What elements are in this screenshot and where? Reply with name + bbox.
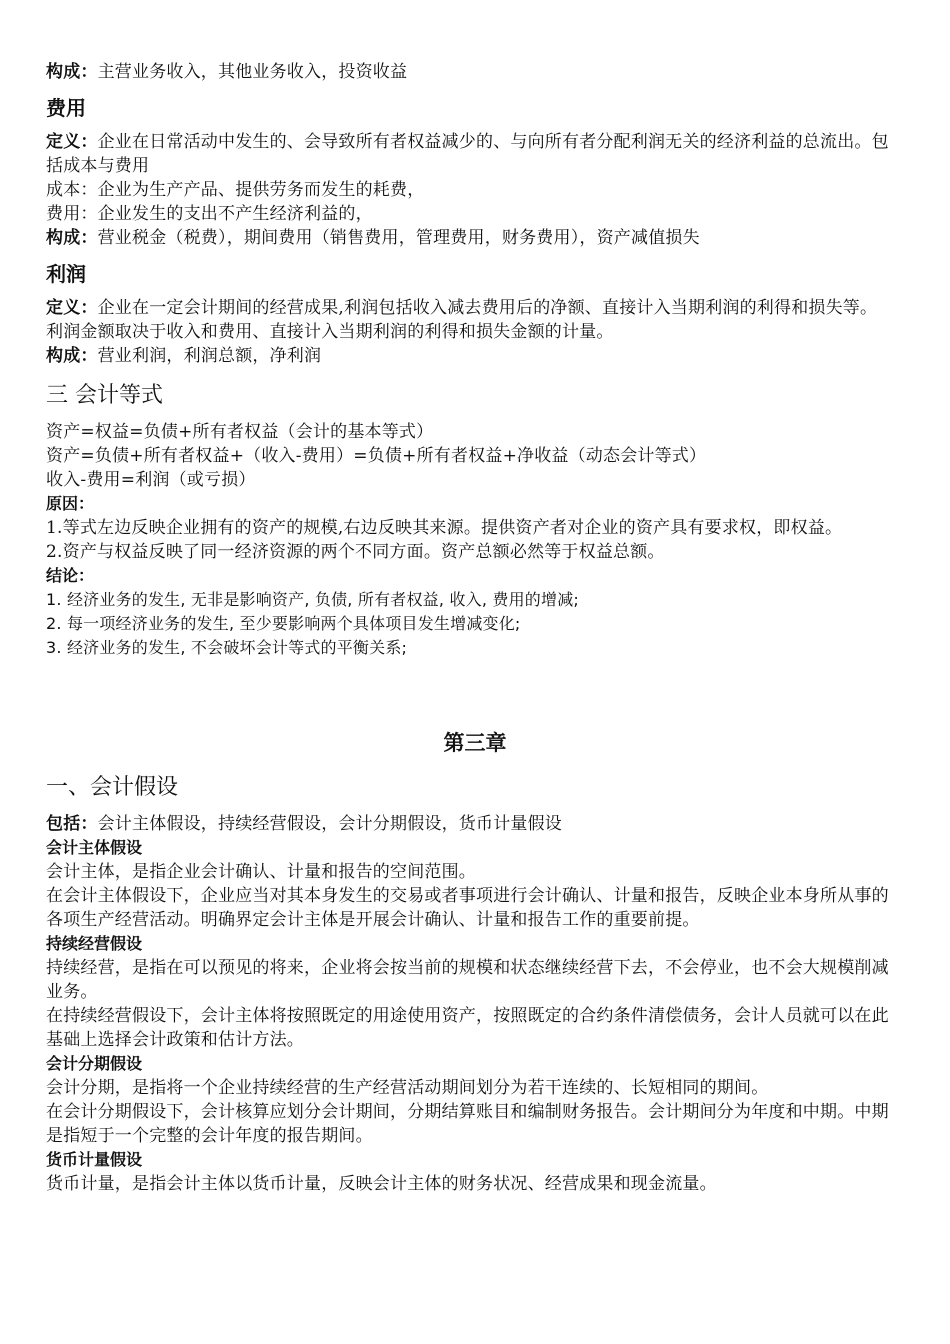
subtitle-money: 货币计量假设 <box>46 1150 143 1169</box>
going-paragraph-1: 持续经营，是指在可以预见的将来，企业将会按当前的规模和状态继续经营下去，不会停业，也不会大规模削减业务。 <box>46 958 889 1002</box>
profit-definition: 定义：企业在一定会计期间的经营成果,利润包括收入减去费用后的净额、直接计入当期利润的利得和损失等。 <box>46 298 878 318</box>
reason-label: 原因： <box>46 494 95 513</box>
expense-cost-line: 成本：企业为生产产品、提供劳务而发生的耗费， <box>46 180 425 200</box>
expense-composition: 构成：营业税金（税费），期间费用（销售费用，管理费用，财务费用），资产减值损失 <box>46 228 700 248</box>
conclusion-item-3: 3. 经济业务的发生, 不会破坏会计等式的平衡关系; <box>46 638 408 657</box>
period-paragraph-2: 在会计分期假设下，会计核算应划分会计期间，分期结算账目和编制财务报告。会计期间分为年度和中期。中期是指短于一个完整的会计年度的报告期间。 <box>46 1102 889 1146</box>
expense-definition: 定义：企业在日常活动中发生的、会导致所有者权益减少的、与向所有者分配利润无关的经济利益的总流出。包括成本与费用 <box>46 132 889 176</box>
composition-label: 构成： <box>46 62 98 82</box>
assumptions-includes: 包括：会计主体假设，持续经营假设，会计分期假设，货币计量假设 <box>46 814 563 834</box>
conclusion-item-1: 1. 经济业务的发生, 无非是影响资产, 负债, 所有者权益, 收入, 费用的增减; <box>46 590 580 609</box>
conclusion-item-2: 2. 每一项经济业务的发生, 至少要影响两个具体项目发生增减变化; <box>46 614 521 633</box>
entity-paragraph-1: 会计主体，是指企业会计确认、计量和报告的空间范围。 <box>46 862 476 882</box>
reason-item-1: 1.等式左边反映企业拥有的资产的规模,右边反映其来源。提供资产者对企业的资产具有要求权，即权益。 <box>46 518 843 538</box>
composition-label: 构成： <box>46 228 98 248</box>
subtitle-entity: 会计主体假设 <box>46 838 143 857</box>
expense-fee-line: 费用：企业发生的支出不产生经济利益的， <box>46 204 373 224</box>
going-paragraph-2: 在持续经营假设下，会计主体将按照既定的用途使用资产，按照既定的合约条件清偿债务，会计人员就可以在此基础上选择会计政策和估计方法。 <box>46 1006 889 1050</box>
equation-basic: 资产=权益=负债+所有者权益（会计的基本等式） <box>46 422 434 442</box>
income-composition: 构成：主营业务收入，其他业务收入，投资收益 <box>46 62 408 82</box>
definition-label: 定义： <box>46 298 98 318</box>
subtitle-going-concern: 持续经营假设 <box>46 934 143 953</box>
entity-paragraph-2: 在会计主体假设下，企业应当对其本身发生的交易或者事项进行会计确认、计量和报告，反映企业本身所从事的各项生产经营活动。明确界定会计主体是开展会计确认、计量和报告工作的重要前提。 <box>46 886 889 930</box>
chapter-title: 第三章 <box>443 731 507 755</box>
money-paragraph-1: 货币计量，是指会计主体以货币计量，反映会计主体的财务状况、经营成果和现金流量。 <box>46 1174 717 1194</box>
equation-dynamic: 资产=负债+所有者权益+（收入-费用）=负债+所有者权益+净收益（动态会计等式） <box>46 446 707 466</box>
definition-label: 定义： <box>46 132 98 152</box>
document-page <box>46 60 904 1196</box>
section-title-expense: 费用 <box>46 96 86 120</box>
profit-composition: 构成：营业利润，利润总额，净利润 <box>46 346 322 366</box>
includes-label: 包括： <box>46 814 98 834</box>
profit-amount-line: 利润金额取决于收入和费用、直接计入当期利润的利得和损失金额的计量。 <box>46 322 614 342</box>
composition-label: 构成： <box>46 346 98 366</box>
conclusion-label: 结论： <box>46 566 95 585</box>
reason-item-2: 2.资产与权益反映了同一经济资源的两个不同方面。资产总额必然等于权益总额。 <box>46 542 665 562</box>
subtitle-period: 会计分期假设 <box>46 1054 143 1073</box>
section-title-assumptions: 一、会计假设 <box>46 775 179 800</box>
equation-profit: 收入-费用=利润（或亏损） <box>46 470 256 490</box>
period-paragraph-1: 会计分期，是指将一个企业持续经营的生产经营活动期间划分为若干连续的、长短相同的期间。 <box>46 1078 769 1098</box>
section-title-profit: 利润 <box>46 262 86 286</box>
section-title-equation: 三 会计等式 <box>46 383 163 408</box>
